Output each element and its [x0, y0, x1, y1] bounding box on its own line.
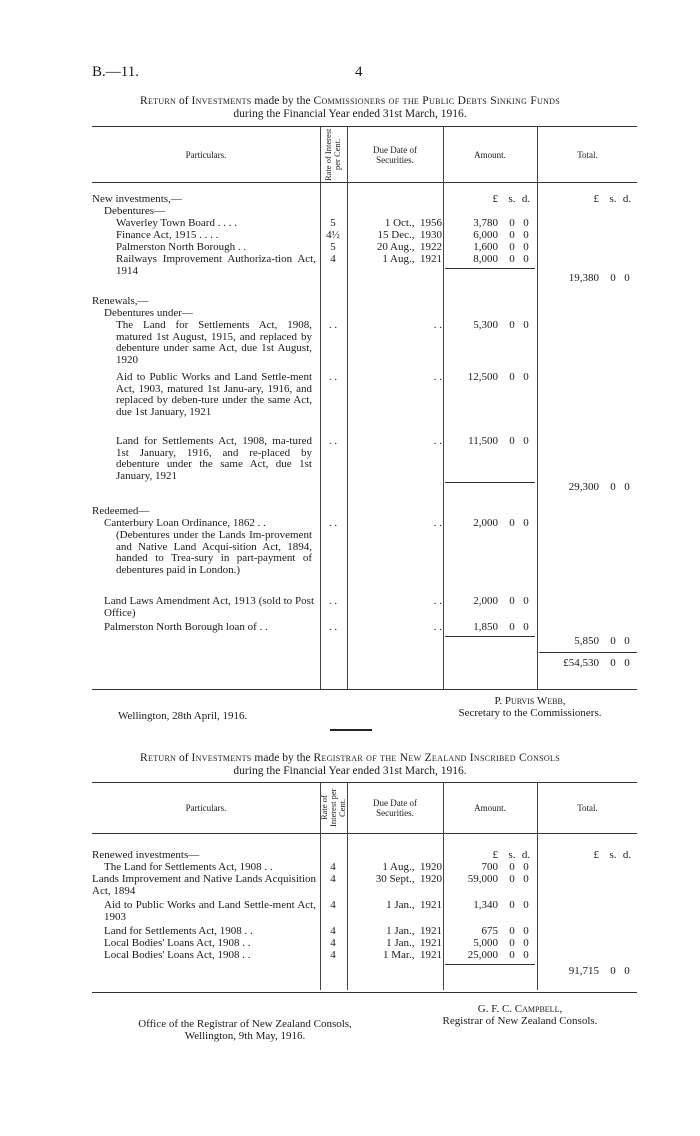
- shillings-sign: s.: [508, 849, 516, 861]
- amount-pounds: 1,600: [473, 241, 498, 253]
- particulars-cell: Renewed investments—: [92, 849, 200, 861]
- column-divider: [537, 782, 538, 990]
- amount-shillings: 0: [509, 621, 515, 633]
- due-date-cell: 20 Aug., 1922: [376, 241, 442, 253]
- rate-cell: 4: [330, 937, 336, 949]
- signatory-name: P. Purvis Webb,: [494, 695, 566, 707]
- due-date-cell: . .: [433, 517, 442, 529]
- amount-shillings: 0: [509, 949, 515, 961]
- amount-pounds: 1,340: [473, 899, 498, 911]
- signatory-name: G. F. C. Campbell,: [477, 1003, 563, 1015]
- header-due-date: Due Date of Securities.: [373, 144, 417, 165]
- amount-pence: 0: [523, 435, 529, 447]
- title-word: Investments: [191, 752, 252, 764]
- signatory-title: Secretary to the Commissioners.: [458, 707, 602, 719]
- table2-title: [0, 752, 700, 778]
- pence-sign: d.: [622, 849, 632, 861]
- rate-cell: 4: [330, 899, 336, 911]
- header-total: Total.: [577, 149, 598, 160]
- rate-cell: 4½: [326, 229, 340, 241]
- particulars-cell: Land for Settlements Act, 1908 . .: [104, 925, 253, 937]
- amount-pounds: 2,000: [473, 595, 498, 607]
- pence-sign: d.: [521, 849, 531, 861]
- amount-shillings: 0: [509, 925, 515, 937]
- amount-pounds: 700: [481, 861, 498, 873]
- particulars-cell: Local Bodies' Loans Act, 1908 . .: [104, 937, 251, 949]
- amount-shillings: 0: [509, 217, 515, 229]
- total-shillings: 0: [610, 635, 616, 647]
- subtotal-rule: [445, 964, 535, 965]
- particulars-cell: Waverley Town Board . . . .: [116, 217, 237, 229]
- particulars-cell: Finance Act, 1915 . . . .: [116, 229, 219, 241]
- amount-pence: 0: [523, 517, 529, 529]
- due-date-cell: 1 Jan., 1921: [386, 937, 442, 949]
- particulars-cell: (Debentures under the Lands Im-provement and Native Land Acqui-sition Act, 1894, handed to Trea-sury in part-payment of debentures paid in London.): [116, 529, 312, 576]
- amount-pence: 0: [523, 217, 529, 229]
- amount-pounds: 12,500: [467, 371, 498, 383]
- due-date-cell: 1 Jan., 1921: [386, 925, 442, 937]
- amount-shillings: 0: [509, 937, 515, 949]
- rate-cell: 4: [330, 861, 336, 873]
- particulars-cell: Lands Improvement and Native Lands Acquisition Act, 1894: [92, 873, 316, 897]
- table1-header: [92, 126, 637, 183]
- due-date-cell: . .: [433, 435, 442, 447]
- total-pounds: 91,715: [568, 965, 599, 977]
- amount-shillings: 0: [509, 873, 515, 885]
- table-bottom-rule: [92, 689, 637, 690]
- particulars-cell: Railways Improvement Authoriza-tion Act, 1914: [116, 253, 316, 277]
- particulars-cell: Land Laws Amendment Act, 1913 (sold to Post Office): [104, 595, 314, 619]
- amount-shillings: 0: [509, 899, 515, 911]
- total-shillings: 0: [610, 965, 616, 977]
- pound-sign: £: [492, 193, 498, 205]
- amount-pence: 0: [523, 319, 529, 331]
- document-reference: B.—11.: [92, 64, 139, 80]
- shillings-sign: s.: [508, 193, 516, 205]
- rate-cell: . .: [328, 595, 338, 607]
- particulars-cell: Palmerston North Borough . .: [116, 241, 247, 253]
- due-date-cell: 1 Aug., 1920: [382, 861, 442, 873]
- title-word: Investments: [191, 95, 252, 107]
- header-due-date: Due Date of Securities.: [373, 798, 417, 818]
- particulars-cell: Renewals,—: [92, 295, 149, 307]
- grand-total-pence: 0: [624, 657, 630, 669]
- table1-title-line1: [0, 95, 700, 108]
- table1: [92, 126, 637, 690]
- amount-pounds: 5,000: [473, 937, 498, 949]
- total-pence: 0: [624, 272, 630, 284]
- amount-pounds: 6,000: [473, 229, 498, 241]
- amount-pence: 0: [523, 371, 529, 383]
- amount-pence: 0: [523, 873, 529, 885]
- particulars-cell: Land for Settlements Act, 1908, ma-tured 1st January, 1916, and re-placed by debenture under the same Act, due 1st January, 1921: [116, 435, 312, 482]
- amount-pence: 0: [523, 925, 529, 937]
- particulars-cell: Redeemed—: [92, 505, 150, 517]
- amount-pence: 0: [523, 949, 529, 961]
- particulars-cell: Canterbury Loan Ordinance, 1862 . .: [104, 517, 266, 529]
- office-address: [100, 1018, 390, 1042]
- amount-shillings: 0: [509, 861, 515, 873]
- header-rate: Rate of Interest per Cent.: [318, 788, 347, 828]
- amount-pence: 0: [523, 937, 529, 949]
- rate-cell: 5: [330, 241, 336, 253]
- due-date-cell: . .: [433, 371, 442, 383]
- pound-sign: £: [593, 849, 599, 861]
- signature-block: [430, 695, 630, 719]
- column-divider: [443, 126, 444, 690]
- header-particulars: Particulars.: [185, 803, 227, 813]
- pound-sign: £: [492, 849, 498, 861]
- amount-pounds: 8,000: [473, 253, 498, 265]
- due-date-cell: 1 Jan., 1921: [386, 899, 442, 911]
- title-word: made by the: [251, 752, 314, 764]
- rate-cell: 4: [330, 925, 336, 937]
- subtotal-rule: [445, 482, 535, 483]
- shillings-sign: s.: [609, 849, 617, 861]
- table2: [92, 782, 637, 994]
- subtotal-rule: [445, 636, 535, 637]
- rate-cell: 4: [330, 873, 336, 885]
- due-date-cell: . .: [433, 595, 442, 607]
- amount-shillings: 0: [509, 435, 515, 447]
- particulars-cell: The Land for Settlements Act, 1908, matured 1st August, 1915, and replaced by debenture under same Act, due 1st August, 1920: [116, 319, 312, 366]
- table1-title-line2: during the Financial Year ended 31st March, 1916.: [233, 108, 467, 120]
- column-divider: [443, 782, 444, 990]
- amount-pence: 0: [523, 621, 529, 633]
- header-amount: Amount.: [474, 149, 506, 160]
- title-word: Registrar of the New Zealand Inscribed Consols: [313, 752, 560, 764]
- rate-cell: . .: [328, 371, 338, 383]
- amount-pounds: 675: [481, 925, 498, 937]
- pence-sign: d.: [622, 193, 632, 205]
- total-pounds: 19,380: [568, 272, 599, 284]
- rate-cell: . .: [328, 517, 338, 529]
- rate-cell: 5: [330, 217, 336, 229]
- table2-title-line2: during the Financial Year ended 31st March, 1916.: [233, 765, 467, 777]
- amount-pence: 0: [523, 229, 529, 241]
- signatory-title: Registrar of New Zealand Consols.: [442, 1015, 598, 1027]
- amount-pence: 0: [523, 899, 529, 911]
- column-divider: [537, 126, 538, 690]
- table1-title: [0, 95, 700, 121]
- amount-pounds: 3,780: [473, 217, 498, 229]
- pence-sign: d.: [521, 193, 531, 205]
- table-bottom-rule: [92, 992, 637, 993]
- grand-total-shillings: 0: [610, 657, 616, 669]
- amount-shillings: 0: [509, 229, 515, 241]
- rate-cell: 4: [330, 253, 336, 265]
- particulars-cell: Aid to Public Works and Land Settle-ment Act, 1903: [104, 899, 316, 923]
- page-number: 4: [355, 64, 363, 80]
- particulars-cell: Palmerston North Borough loan of . .: [104, 621, 268, 633]
- place-date: Wellington, 28th April, 1916.: [118, 710, 248, 722]
- due-date-cell: 30 Sept., 1920: [375, 873, 442, 885]
- amount-shillings: 0: [509, 371, 515, 383]
- total-pence: 0: [624, 481, 630, 493]
- due-date-cell: 15 Dec., 1930: [377, 229, 442, 241]
- amount-shillings: 0: [509, 319, 515, 331]
- rate-cell: 4: [330, 949, 336, 961]
- amount-pounds: 2,000: [473, 517, 498, 529]
- particulars-cell: Debentures under—: [104, 307, 193, 319]
- header-amount: Amount.: [474, 803, 506, 813]
- due-date-cell: . .: [433, 319, 442, 331]
- amount-shillings: 0: [509, 241, 515, 253]
- title-word: made by the: [251, 95, 314, 107]
- amount-pounds: 11,500: [468, 435, 498, 447]
- rate-cell: . .: [328, 435, 338, 447]
- title-word: of: [176, 752, 192, 764]
- pound-sign: £: [593, 193, 599, 205]
- table2-title-line1: [0, 752, 700, 765]
- total-pence: 0: [624, 635, 630, 647]
- particulars-cell: New investments,—: [92, 193, 182, 205]
- amount-pence: 0: [523, 595, 529, 607]
- rate-cell: . .: [328, 621, 338, 633]
- total-pence: 0: [624, 965, 630, 977]
- due-date-cell: . .: [433, 621, 442, 633]
- amount-shillings: 0: [509, 517, 515, 529]
- subtotal-rule: [445, 268, 535, 269]
- amount-shillings: 0: [509, 253, 515, 265]
- grand-total-rule: [539, 652, 637, 653]
- title-word: Return: [140, 95, 177, 107]
- amount-pence: 0: [523, 861, 529, 873]
- title-word: Commissioners of the Public Debts Sinking Funds: [313, 95, 560, 107]
- office-line: Wellington, 9th May, 1916.: [184, 1030, 306, 1042]
- rate-cell: . .: [328, 319, 338, 331]
- total-shillings: 0: [610, 481, 616, 493]
- particulars-cell: Local Bodies' Loans Act, 1908 . .: [104, 949, 251, 961]
- particulars-cell: The Land for Settlements Act, 1908 . .: [104, 861, 273, 873]
- office-line: Office of the Registrar of New Zealand Consols,: [138, 1018, 352, 1030]
- section-divider: [330, 729, 372, 731]
- particulars-cell: Aid to Public Works and Land Settle-ment Act, 1903, matured 1st Janu-ary, 1916, and replaced by deben-ture under the same Act, due 1st January, 1921: [116, 371, 312, 418]
- amount-pounds: 5,300: [473, 319, 498, 331]
- total-shillings: 0: [610, 272, 616, 284]
- grand-total-pounds: £54,530: [563, 657, 599, 669]
- amount-shillings: 0: [509, 595, 515, 607]
- due-date-cell: 1 Aug., 1921: [382, 253, 442, 265]
- particulars-cell: Debentures—: [104, 205, 166, 217]
- total-pounds: 5,850: [574, 635, 599, 647]
- amount-pounds: 25,000: [467, 949, 498, 961]
- amount-pence: 0: [523, 253, 529, 265]
- table2-header: [92, 782, 637, 834]
- title-word: Return: [140, 752, 177, 764]
- shillings-sign: s.: [609, 193, 617, 205]
- header-total: Total.: [577, 803, 598, 813]
- due-date-cell: 1 Oct., 1956: [384, 217, 442, 229]
- due-date-cell: 1 Mar., 1921: [383, 949, 442, 961]
- amount-pence: 0: [523, 241, 529, 253]
- amount-pounds: 1,850: [473, 621, 498, 633]
- amount-pounds: 59,000: [467, 873, 498, 885]
- total-pounds: 29,300: [568, 481, 599, 493]
- signature-block: [420, 1003, 620, 1027]
- header-rate: Rate of Interest per Cent.: [323, 128, 342, 181]
- title-word: of: [176, 95, 192, 107]
- header-particulars: Particulars.: [185, 149, 227, 160]
